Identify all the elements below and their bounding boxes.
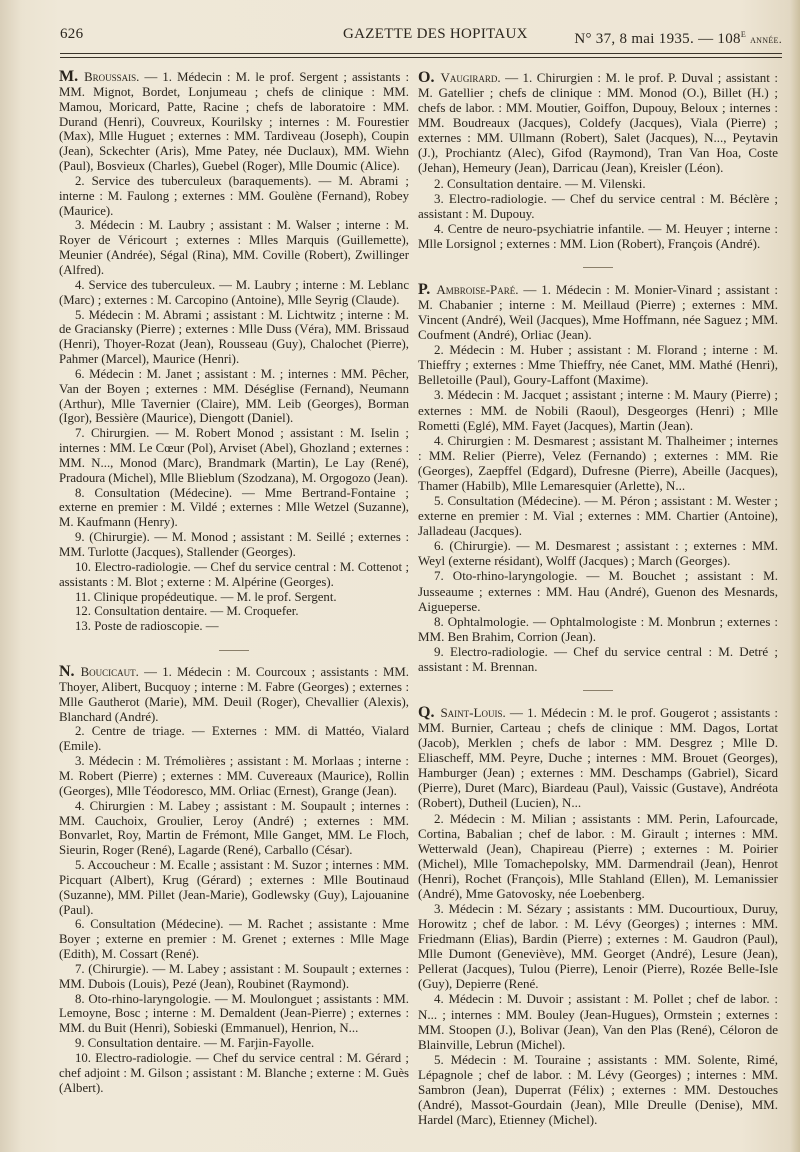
entry-separator — [583, 690, 613, 691]
service-paragraph: 4. Centre de neuro-psychiatrie infantile. — M. Heuyer ; interne : Mlle Lorsignol ; externes : MM. Lion (Robert), François (André). — [418, 220, 778, 251]
service-paragraph: 2. Consultation dentaire. — M. Vilenski. — [434, 175, 646, 191]
service-paragraph: 3. Médecin : M. Sézary ; assistants : MM. Ducourtioux, Duruy, Horowitz ; chef de labor. : M. Lévy (Georges) ; internes : MM. Friedmann (Elias), Bardin (Pierre) ; externes : M. Gaudron (Paul), Mlle Dumont (Geneviève), MM. Georget (André), Lesure (Jean), Pellerat (Jacques), Tulou (Pierre), Lenoir (Pierre), Rozée Belle-Isle (Guy), Depierre (René. — [418, 900, 778, 992]
service-paragraph: 8. Consultation (Médecine). — Mme Bertrand-Fontaine ; externe en premier : M. Vildé ; externes : Mlle Wetzel (Suzanne), M. Kaufmann (Henry). — [59, 485, 409, 530]
paragraph-text: — 1. Médecin : M. le prof. Gougerot ; assistants : MM. Burnier, Carteau ; chefs de clinique : MM. Dagos, Lortat (Jacob), Merklen ; chefs de labor : MM. Desgrez ; Mlle D. Eliascheff, MM. Peyre, Duche ; internes : MM. Brouet (Georges), Hamburger (Jean) ; externes : MM. Deschamps (Gabriel), Sicard (Pierre), Duret (Marc), Biardeau (Paul), Vaissic (Gustave), Andréota (Robert), Dutheil (Lucien), N... — [418, 704, 779, 811]
hospital-entry — [418, 282, 778, 674]
section-letter: Q. — [418, 703, 435, 721]
issue-year-word: année. — [750, 32, 782, 46]
service-paragraph: 12. Consultation dentaire. — M. Croquefer. — [75, 604, 299, 619]
hospital-entry — [59, 70, 409, 634]
paragraph-text: — 1. Médecin : M. Courcoux ; assistants : MM. Thoyer, Alibert, Bucquoy ; interne : M. Fabre (Georges) ; externes : Mlle Gautherot (Marie), MM. Deuil (Roger), Chevallier (Alexis), Blanchard (André). — [59, 665, 409, 724]
service-paragraph: 2. Médecin : M. Huber ; assistant : M. Florand ; interne : M. Thieffry ; externes : Mme Thieffry, née Canet, MM. Mathé (Henri), Belletoille (Paul), Goury-Laffont (Maxime). — [418, 342, 778, 388]
page-number: 626 — [60, 26, 84, 42]
service-paragraph: 6. (Chirurgie). — M. Desmarest ; assistant : ; externes : MM. Weyl (externe résidant), Wolff (Jacques) ; March (Georges). — [418, 538, 778, 569]
section-letter: O. — [418, 69, 435, 86]
hospital-entry — [59, 665, 409, 1095]
service-paragraph: 7. Oto-rhino-laryngologie. — M. Bouchet ; assistant : M. Jusseaume ; externes : MM. Hau (André), Guenon des Mesnards, Aigueperse. — [418, 568, 778, 614]
service-paragraph: 5. Consultation (Médecine). — M. Péron ; assistant : M. Wester ; externe en premier : M. Vial ; externes : MM. Chartier (Antoine), Jalladeau (Jacques). — [418, 493, 778, 539]
service-paragraph: 5. Médecin : M. Touraine ; assistants : MM. Solente, Rimé, Lépagnole ; chef de labor. : M. Lévy (Georges) ; internes : MM. Sambron (Jean), Duperrat (Félix) ; externes : MM. Destouches (André), Massot-Gourdain (Jean), Mlle Dreulle (Denise), MM. Hardel (Marc), Etienney (Michel). — [418, 1051, 778, 1128]
header-rule-thin — [60, 57, 782, 58]
hospital-name: Ambroise-Paré. — [436, 281, 519, 297]
service-paragraph: 5. Médecin : M. Abrami ; assistant : M. Lichtwitz ; interne : M. de Graciansky (Pierre) ; externes : Mlle Duss (Véra), MM. Brissaud (Henri), Thoyer-Rozat (Jean), Rousseau (Guy), Chalochet (Pierre), Pahmer (Marcel), Maurice (Henri). — [59, 307, 409, 367]
issue-date: N° 37, 8 mai 1935. — 108 — [574, 31, 741, 47]
section-letter: M. — [59, 68, 79, 85]
service-paragraph: 7. Chirurgien. — M. Robert Monod ; assistant : M. Iselin ; internes : MM. Le Cœur (Pol), Arviset (Abel), Ghozland ; externes : MM. N..., Monod (Marc), Brandmark (Martin), Le Lay (René), Pradoura (Michel), Mlle Blieblum (Szodzana), M. Orgogozo (Jean). — [59, 426, 409, 485]
service-paragraph: 4. Chirurgien : M. Labey ; assistant : M. Soupault ; internes : MM. Cauchoix, Groulier, Leroy (André) ; externes : MM. Bonvarlet, Roy, Martin de Frémont, Mlle Ganget, MM. Le Floch, Sieurin, Roger (René), Lagarde (René), Carballo (César). — [59, 798, 409, 858]
service-paragraph: 3. Médecin : M. Trémolières ; assistant : M. Morlaas ; interne : M. Robert (Pierre) ; externes : MM. Cuvereaux (Maurice), Rollin (Georges), Mlle Téodoresco, MM. Orliac (Ernest), Grange (Jean). — [59, 754, 409, 798]
hospital-name: Saint-Louis. — [440, 704, 506, 720]
hospital-name: Boucicaut. — [80, 665, 139, 680]
issue-line — [574, 26, 782, 48]
publication-title: GAZETTE DES HOPITAUX — [343, 26, 528, 42]
right-column — [418, 70, 778, 1143]
service-paragraph: 9. (Chirurgie). — M. Monod ; assistant : M. Seillé ; externes : MM. Turlotte (Jacques), Stallender (Georges). — [59, 530, 409, 559]
service-paragraph: 4. Médecin : M. Duvoir ; assistant : M. Pollet ; chef de labor. : N... ; internes : MM. Bouley (Jean-Hugues), Ormstein ; externes : MM. Stoopen (J.), Bolivar (Jean), Van den Plas (René), Céloron de Blainville, Lebrun (Michel). — [418, 991, 778, 1052]
entry-first-paragraph — [418, 70, 778, 176]
entry-first-paragraph — [59, 665, 409, 724]
service-paragraph: 5. Accoucheur : M. Ecalle ; assistant : M. Suzor ; internes : MM. Picquart (Albert), Krug (Gérard) ; externes : Mlle Boutinaud (Suzanne), MM. Pillet (Jean-Marie), Godlewsky (Guy), Lajouanine (Paul). — [59, 858, 409, 917]
service-paragraph: 2. Service des tuberculeux (baraquements). — M. Abrami ; interne : M. Faulong ; externes : MM. Goulène (Fernand), Robey (Maurice). — [59, 173, 409, 218]
entry-first-paragraph — [59, 70, 409, 174]
hospital-name: Vaugirard. — [440, 70, 501, 85]
service-paragraph: 8. Ophtalmologie. — Ophtalmologiste : M. Monbrun ; externes : MM. Ben Brahim, Corrion (Jean). — [418, 613, 778, 644]
service-paragraph: 9. Consultation dentaire. — M. Farjin-Fayolle. — [75, 1036, 315, 1051]
left-column — [59, 70, 409, 1112]
service-paragraph: 2. Centre de triage. — Externes : MM. di Mattéo, Vialard (Emile). — [59, 724, 409, 754]
entry-first-paragraph — [418, 282, 778, 342]
paragraph-text: — 1. Chirurgien : M. le prof. P. Duval ; assistant : M. Gatellier ; chefs de clinique : MM. Monod (O.), Billet (H.) ; chefs de labor. : MM. Moutier, Goiffon, Dupouy, Beloux ; internes : MM. Boudreaux (Jacques), Coldefy (Jacques), Viala (Pierre) ; externes : MM. Ullmann (Robert), Salet (Jacques), N..., Peytavin (J.), Prochiantz (Alec), Gifod (Raymond), Tran Van Hoa, Coste (Jehan), Hemeury (Jean), Darricau (Jean), Kreisler (Léon). — [418, 70, 778, 176]
service-paragraph: 11. Clinique propédeutique. — M. le prof. Sergent. — [75, 589, 337, 604]
entry-separator — [219, 650, 249, 651]
service-paragraph: 6. Consultation (Médecine). — M. Rachet ; assistante : Mme Boyer ; externe en premier : M. Grenet ; externes : Mlle Mage (Edith), M. Cossart (René). — [59, 917, 409, 962]
service-paragraph: 3. Electro-radiologie. — Chef du service central : M. Béclère ; assistant : M. Dupouy. — [418, 190, 778, 221]
service-paragraph: 6. Médecin : M. Janet ; assistant : M. ; internes : MM. Pêcher, Van der Boyen ; externes : MM. Déséglise (Fernand), Neumann (Arthur), Mlle Tavernier (Claire), MM. Leib (Georges), Borman (Igor), Bessière (Maurice), Diengott (Daniel). — [59, 366, 409, 426]
issue-suffix: e — [740, 26, 747, 40]
service-paragraph: 2. Médecin : M. Milian ; assistants : MM. Perin, Lafourcade, Cortina, Babalian ; chef de labor. : M. Girault ; internes : MM. Wetterwald (Jean), Chapireau (Pierre) ; externes : M. Poirier (Michel), Mlle Tomachepolsky, MM. Darmendrail (Jean), Henrot (Henri), Rochet (François), Mlle Stahland (Ellen), M. Lemanissier (André), Mme Gatovosky, née Loebenberg. — [418, 810, 778, 901]
entry-first-paragraph — [418, 705, 778, 811]
service-paragraph: 9. Electro-radiologie. — Chef du service central : M. Detré ; assistant : M. Brennan. — [418, 643, 778, 674]
section-letter: N. — [59, 663, 75, 681]
service-paragraph: 4. Service des tuberculeux. — M. Laubry ; interne : M. Leblanc (Marc) ; externes : M. Carcopino (Antoine), Mlle Seyrig (Claude). — [59, 277, 409, 307]
paragraph-text: — 1. Médecin : M. le prof. Sergent ; assistants : MM. Mignot, Bordet, Lonjumeau ; chefs de clinique : MM. Mamou, Moricard, Patte, Racine ; chefs de laboratoire : MM. Durand (Henri), Couvreux, Kourilsky ; internes : M. Fourestier (Max), Mlle Huguet ; externes : MM. Tardiveau (Joseph), Coupin (Jean), Sckechter (Aris), Mme Patey, née Duclaux), MM. Wiehn (Paul), Bosvieux (Charles), Guebel (Roger), Mlle Doumic (Alice). — [59, 70, 410, 174]
service-paragraph: 10. Electro-radiologie. — Chef du service central : M. Cottenot ; assistants : M. Blot ; externe : M. Alpérine (Georges). — [59, 559, 409, 589]
service-paragraph: 10. Electro-radiologie. — Chef du service central : M. Gérard ; chef adjoint : M. Gilson ; assistant : M. Blanche ; externe : M. Guès (Albert). — [59, 1051, 409, 1095]
hospital-entry — [418, 70, 778, 251]
page-header — [60, 26, 782, 50]
service-paragraph: 4. Chirurgien : M. Desmarest ; assistant M. Thalheimer ; internes : MM. Relier (Pierre), Velez (Fernando) ; externes : MM. Rie (Georges), Zaepffel (Edgard), Dufresne (Pierre), Abeille (Jacques), Thamer (Habilb), Mlle Lemaresquier (Arlette), N... — [418, 432, 778, 493]
service-paragraph: 3. Médecin : M. Jacquet ; assistant ; interne : M. Maury (Pierre) ; externes : MM. de Nobili (Raoul), Desgeorges (Henri) ; Mlle Rometti (Eglé), MM. Fayet (Jacques), Martin (Jean). — [418, 387, 778, 433]
service-paragraph: 3. Médecin : M. Laubry ; assistant : M. Walser ; interne : M. Royer de Véricourt ; externes : Mlles Marquis (Guillemette), Meunier (Andrée), Ségal (Rina), MM. Coville (Robert), Zwillinger (Alfred). — [59, 218, 409, 277]
hospital-name: Broussais. — [84, 70, 140, 84]
service-paragraph: 13. Poste de radioscopie. — — [75, 619, 219, 634]
header-rule-thick — [60, 53, 782, 54]
section-letter: P. — [418, 280, 431, 298]
hospital-entry — [418, 705, 778, 1127]
service-paragraph: 7. (Chirurgie). — M. Labey ; assistant : M. Soupault ; externes : MM. Dubois (Louis), Pezé (Jean), Roubinet (Raymond). — [59, 961, 409, 991]
entry-separator — [583, 267, 613, 268]
paragraph-text: — 1. Médecin : M. Monier-Vinard ; assistant : M. Chabanier ; interne : M. Meillaud (Pierre) ; externes : MM. Vincent (André), Weil (Jacques), Mme Hoffmann, née Saguez ; MM. Coufment (André), Orliac (Jean). — [418, 281, 778, 343]
service-paragraph: 8. Oto-rhino-laryngologie. — M. Moulonguet ; assistants : MM. Lemoyne, Bosc ; interne : M. Demaldent (Jean-Pierre) ; externes : MM. du Buit (Henri), Sobieski (Emmanuel), Henrion, N... — [59, 991, 409, 1036]
